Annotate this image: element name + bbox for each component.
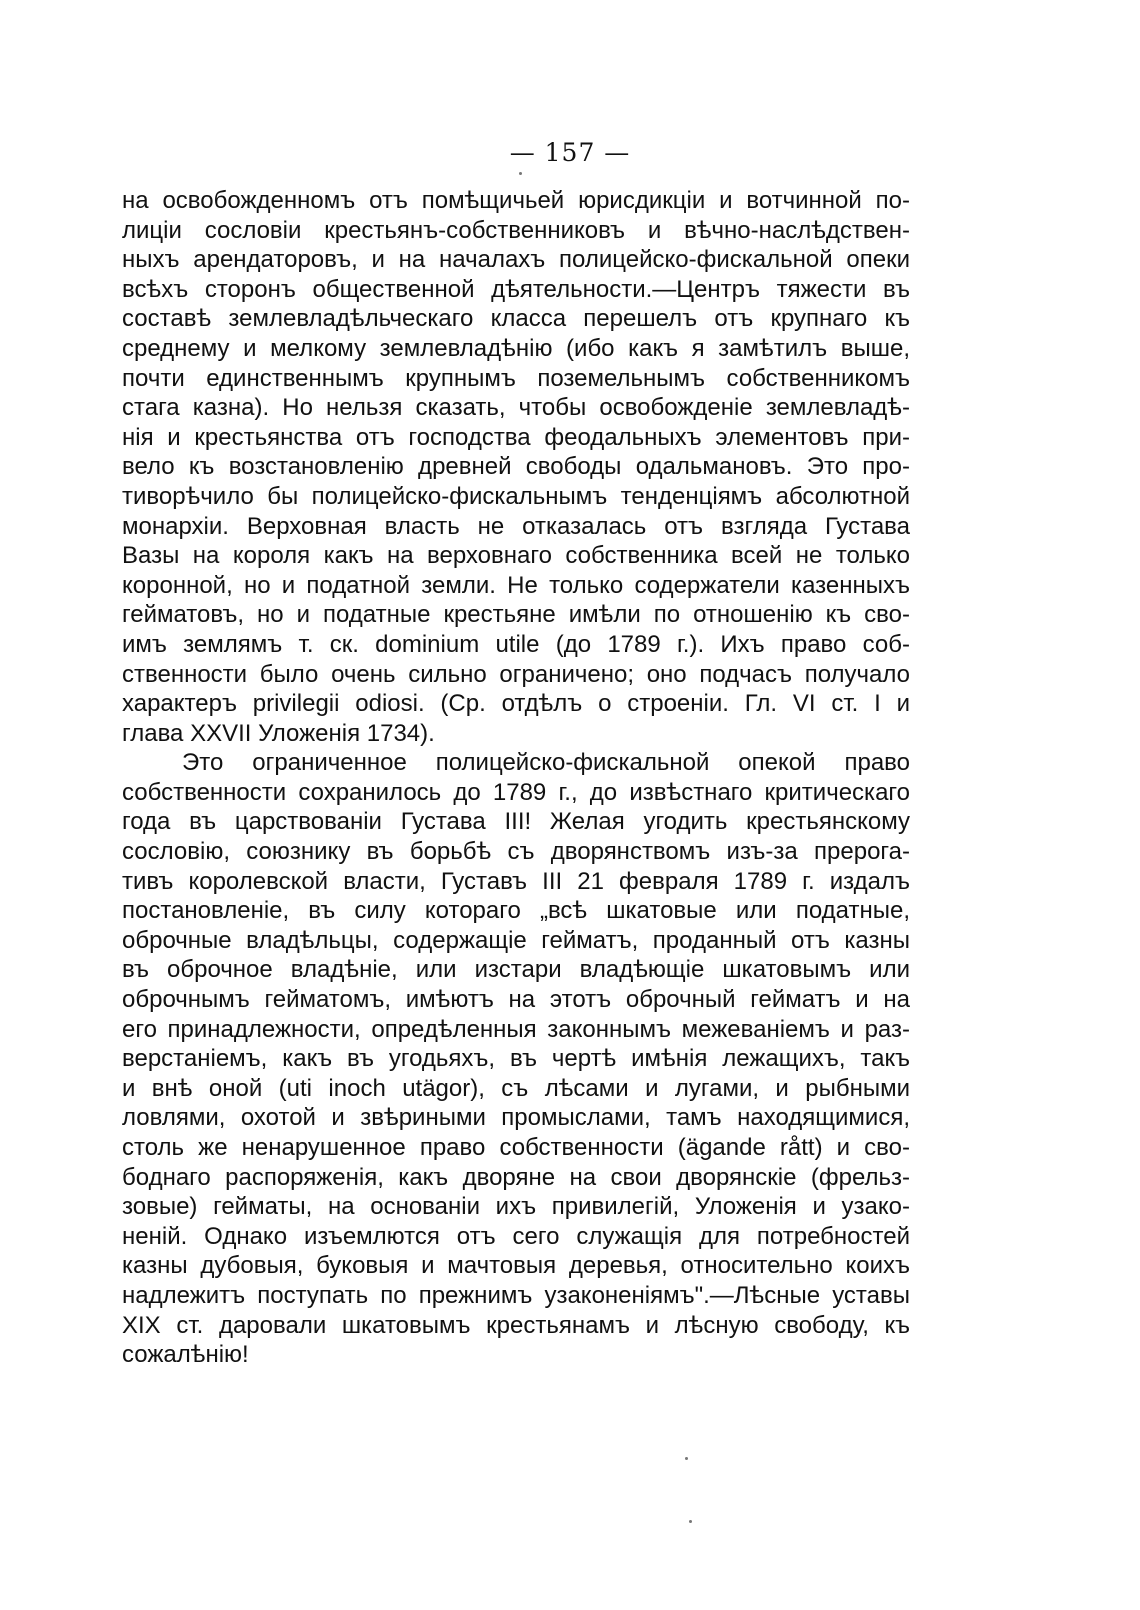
text-line: надлежитъ поступать по прежнимъ узаконеніямъ".—Лѣсные уставы [122, 1281, 910, 1309]
paragraph-first-line: Это ограниченное полицейско-фискальной опекой право [182, 749, 910, 777]
text-line: среднему и мелкому землевладѣнію (ибо какъ я замѣтилъ выше, [122, 334, 910, 362]
text-line: лиціи сословіи крестьянъ-собственниковъ и вѣчно-наслѣдствен- [122, 216, 910, 244]
text-line: сословію, союзнику въ борьбѣ съ дворянствомъ изъ-за прерога- [122, 838, 910, 866]
scan-speck [519, 172, 522, 175]
text-line: ловлями, охотой и звѣриными промыслами, тамъ находящимися, [122, 1104, 910, 1132]
text-line: боднаго распоряженія, какъ дворяне на свои дворянскіе (фрельз- [122, 1163, 910, 1191]
paragraph-end-line: глава XXVII Уложенія 1734). [122, 719, 435, 747]
text-line: оброчные владѣльцы, содержащіе гейматъ, проданный отъ казны [122, 926, 910, 954]
text-line: столь же ненарушенное право собственности (ägande rått) и сво- [122, 1134, 910, 1161]
scan-speck [689, 1520, 692, 1523]
scan-speck [685, 1457, 688, 1460]
text-line: составѣ землевладѣльческаго класса перешелъ отъ крупнаго къ [122, 305, 910, 333]
text-line: въ оброчное владѣніе, или изстари владѣющіе шкатовымъ или [122, 956, 910, 984]
text-line: тиворѣчило бы полицейско-фискальнымъ тенденціямъ абсолютной [122, 482, 910, 510]
text-line: неній. Однако изъемлются отъ сего служащія для потребностей [122, 1222, 910, 1250]
text-line: XIX ст. даровали шкатовымъ крестьянамъ и лѣсную свободу, къ [122, 1311, 910, 1339]
text-line: коронной, но и податной земли. Не только содержатели казенныхъ [122, 571, 910, 599]
body-text [122, 186, 910, 1370]
text-line: вело къ возстановленію древней свободы одальмановъ. Это про- [122, 453, 910, 481]
text-line: на освобожденномъ отъ помѣщичьей юрисдикціи и вотчинной по- [122, 187, 910, 214]
text-line: тивъ королевской власти, Густавъ III 21 февраля 1789 г. издалъ [122, 867, 910, 895]
text-line: имъ землямъ т. ск. dominium utile (до 1789 г.). Ихъ право соб- [122, 630, 910, 658]
text-line: зовые) гейматы, на основаніи ихъ привилегій, Уложенія и узако- [122, 1193, 910, 1221]
text-line: года въ царствованіи Густава III! Желая угодить крестьянскому [122, 808, 910, 836]
text-line: казны дубовыя, буковыя и мачтовыя деревья, относительно коихъ [122, 1252, 910, 1280]
text-line: ныхъ арендаторовъ, и на началахъ полицейско-фискальной опеки [122, 246, 910, 274]
text-line: верстаніемъ, какъ въ угодьяхъ, въ чертѣ имѣнія лежащихъ, такъ [122, 1045, 910, 1073]
text-line: собственности сохранилось до 1789 г., до извѣстнаго критическаго [122, 778, 910, 806]
text-line: ственности было очень сильно ограничено; оно подчасъ получало [122, 660, 910, 688]
text-line: нія и крестьянства отъ господства феодальныхъ элементовъ при- [122, 423, 910, 451]
text-line: его принадлежности, опредѣленныя законнымъ межеваніемъ и раз- [122, 1015, 910, 1043]
paragraph-end-line: сожалѣнію! [122, 1341, 249, 1369]
text-line: постановленіе, въ силу котораго „всѣ шкатовые или податные, [122, 897, 910, 925]
text-line: Вазы на короля какъ на верховнаго собственника всей не только [122, 542, 910, 570]
text-line: характеръ privilegii odiosi. (Ср. отдѣлъ о строеніи. Гл. VI ст. I и [122, 690, 910, 718]
page-number: — 157 — [509, 138, 631, 167]
text-line: и внѣ оной (uti inoch utägor), съ лѣсами и лугами, и рыбными [122, 1074, 910, 1102]
text-line: гейматовъ, но и податные крестьяне имѣли по отношенію къ сво- [122, 601, 910, 629]
text-line: стага казна). Но нельзя сказать, чтобы освобожденіе землевладѣ- [122, 394, 910, 422]
text-line: монархіи. Верховная власть не отказалась отъ взгляда Густава [122, 512, 910, 540]
text-line: почти единственнымъ крупнымъ поземельнымъ собственникомъ [122, 364, 910, 392]
text-line: оброчнымъ гейматомъ, имѣютъ на этотъ оброчный гейматъ и на [122, 986, 910, 1014]
text-line: всѣхъ сторонъ общественной дѣятельности.—Центръ тяжести въ [122, 275, 910, 303]
